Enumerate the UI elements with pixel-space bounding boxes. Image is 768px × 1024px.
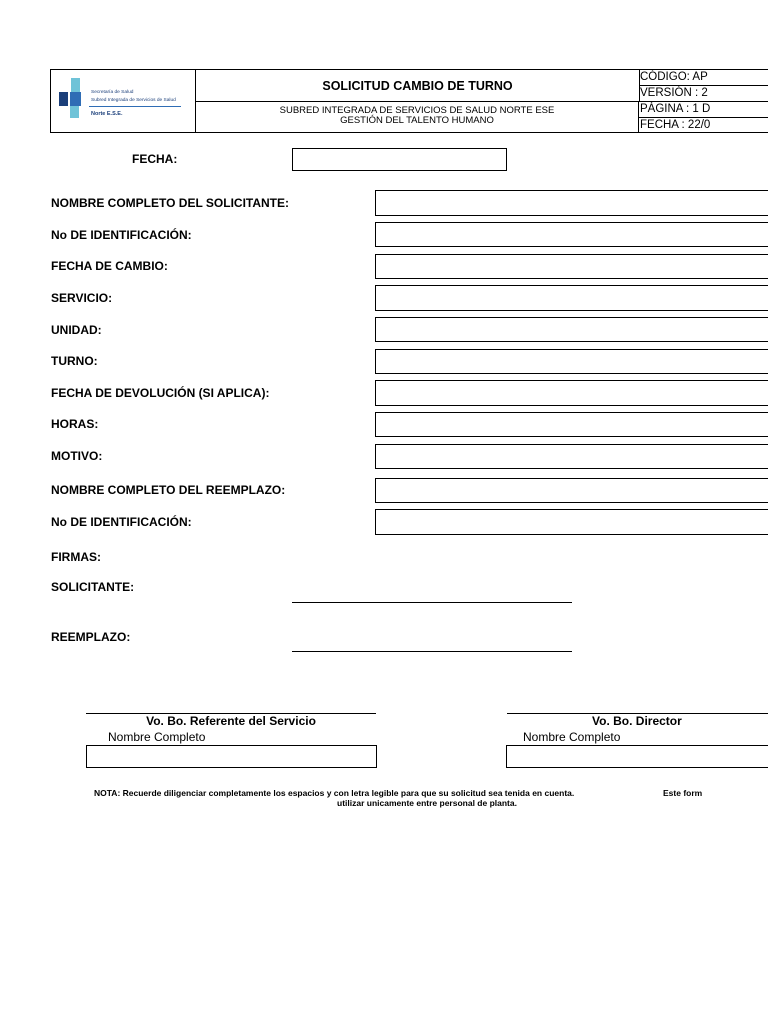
field-label-servicio: SERVICIO: [51,291,113,305]
meta-pagina: PÁGINA : 1 D [639,102,768,118]
form-title: SOLICITUD CAMBIO DE TURNO [196,70,640,102]
firma-reemplazo-label: REEMPLAZO: [51,630,131,644]
note-line-1: NOTA: Recuerde diligenciar completamente los espacios y con letra legible para que su solicitud sea tenida en cuenta. [94,788,575,798]
field-label-fecha-cambio: FECHA DE CAMBIO: [51,259,168,273]
vobo-director-nombre-label: Nombre Completo [523,730,621,744]
vobo-referente-nombre-input[interactable] [86,745,377,768]
logo-mark [59,78,89,122]
meta-version: VERSIÓN : 2 [639,86,768,102]
logo [51,70,196,132]
field-label-turno: TURNO: [51,354,98,368]
field-input-servicio[interactable] [375,285,768,311]
org-line-1: SUBRED INTEGRADA DE SERVICIOS DE SALUD NORTE ESE [279,105,555,116]
logo-line-2: Subred Integrada de Servicios de Salud [91,98,176,103]
field-input-identificacion-solicitante[interactable] [375,222,768,247]
vobo-director-title: Vo. Bo. Director [592,714,682,728]
firmas-title: FIRMAS: [51,550,101,564]
field-input-motivo[interactable] [375,444,768,469]
meta-fecha: FECHA : 22/0 [640,119,711,131]
field-label-fecha-devolucion: FECHA DE DEVOLUCIÓN (SI APLICA): [51,386,270,400]
field-input-nombre-solicitante[interactable] [375,190,768,216]
field-input-unidad[interactable] [375,317,768,342]
field-label-motivo: MOTIVO: [51,449,103,463]
field-input-horas[interactable] [375,412,768,437]
field-label-unidad: UNIDAD: [51,323,102,337]
field-label-nombre-reemplazo: NOMBRE COMPLETO DEL REEMPLAZO: [51,483,286,497]
note-line-2: utilizar unicamente entre personal de planta. [337,798,517,808]
logo-line-3: Norte E.S.E. [91,111,123,117]
field-input-identificacion-reemplazo[interactable] [375,509,768,535]
fecha-input[interactable] [292,148,507,171]
logo-line-1: Secretaría de Salud [91,90,134,95]
firma-reemplazo-line[interactable] [292,651,572,652]
field-label-horas: HORAS: [51,417,99,431]
field-input-turno[interactable] [375,349,768,374]
fecha-label: FECHA: [132,152,178,166]
form-header [50,69,768,133]
vobo-referente-title: Vo. Bo. Referente del Servicio [146,714,316,728]
org-info [196,102,639,132]
field-input-fecha-cambio[interactable] [375,254,768,279]
field-input-fecha-devolucion[interactable] [375,380,768,406]
org-line-2: GESTIÓN DEL TALENTO HUMANO [340,115,494,126]
firma-solicitante-label: SOLICITANTE: [51,580,135,594]
field-label-identificacion-solicitante: No DE IDENTIFICACIÓN: [51,228,192,242]
field-label-nombre-solicitante: NOMBRE COMPLETO DEL SOLICITANTE: [51,196,290,210]
firma-solicitante-line[interactable] [292,602,572,603]
field-label-identificacion-reemplazo: No DE IDENTIFICACIÓN: [51,515,192,529]
note-line-1-continuation: Este form [663,788,703,798]
vobo-referente-nombre-label: Nombre Completo [108,730,206,744]
field-input-nombre-reemplazo[interactable] [375,478,768,503]
vobo-director-nombre-input[interactable] [506,745,768,768]
meta-codigo: CÓDIGO: AP [639,70,768,86]
